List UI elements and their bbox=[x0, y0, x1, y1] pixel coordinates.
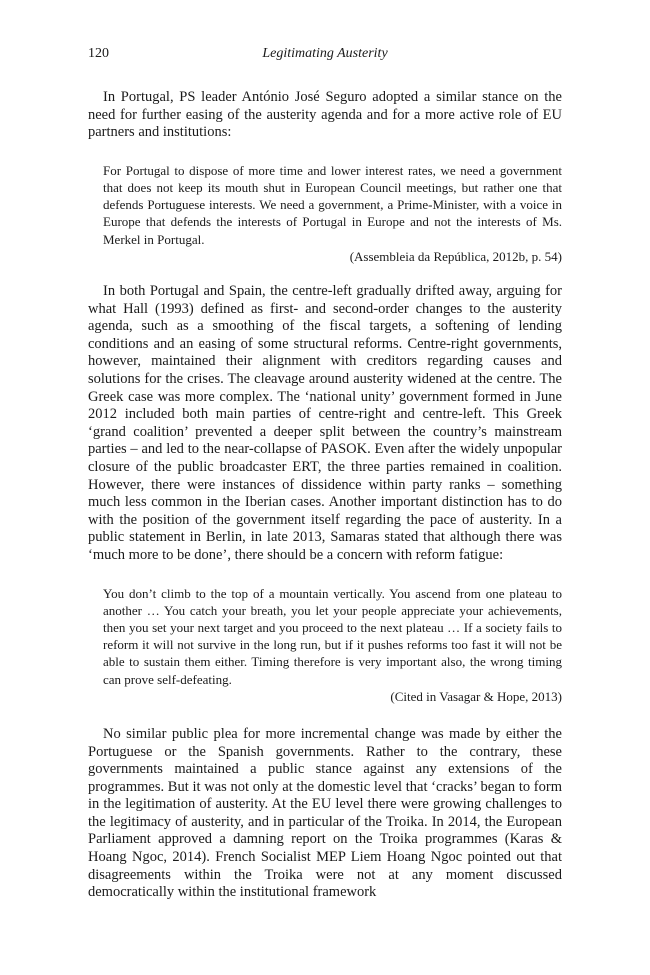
paragraph-portugal-intro: In Portugal, PS leader António José Seguro adopted a similar stance on the need for further easing of the austerity agenda and for a more active role of EU partners and institutions: bbox=[88, 89, 562, 141]
running-head bbox=[88, 46, 562, 66]
page-body bbox=[88, 89, 562, 902]
block-quote-citation: (Assembleia da República, 2012b, p. 54) bbox=[349, 248, 562, 264]
block-quote-seguro bbox=[103, 162, 562, 265]
page-number: 120 bbox=[88, 46, 109, 61]
paragraph-centre-left: In both Portugal and Spain, the centre-left gradually drifted away, arguing for what Hall (1993) defined as first- and second-order changes to the austerity agenda, such as a smoothing of the fiscal targets, a softening of lending conditions and an easing of some structural reforms. Centre-right governments, however, maintained their alignment with creditors regarding causes and solutions for the crises. The cleavage around austerity widened at the centre. The Greek case was more complex. The ‘national unity’ government formed in June 2012 included both main parties of centre-right and centre-left. This Greek ‘grand coalition’ prevented a deeper split between the country’s mainstream parties – and led to the near-collapse of PASOK. Even after the widely unpopular closure of the public broadcaster ERT, the three parties remained in coalition. However, there were instances of dissidence within party ranks – something much less common in the Iberian cases. Another important distinction has to do with the position of the government itself regarding the pace of austerity. In a public statement in Berlin, in late 2013, Samaras stated that although there was ‘much more to be done’, there should be a concern with reform fatigue: bbox=[88, 283, 562, 563]
block-quote-text: For Portugal to dispose of more time and lower interest rates, we need a government that does not keep its mouth shut in European Council meetings, but rather one that defends Portuguese interests. We need a government, a Prime-Minister, with a voice in Europe that defends the interests of Portugal in Europe and not the interests of Ms. Merkel in Portugal. bbox=[103, 162, 562, 247]
paragraph-no-similar-plea: No similar public plea for more incremental change was made by either the Portuguese or the Spanish governments. Rather to the contrary, these governments maintained a public stance against any extensions of the programmes. But it was not only at the domestic level that ‘cracks’ began to form in the legitimation of austerity. At the EU level there were growing challenges to the legitimacy of austerity, and in particular of the Troika. In 2014, the European Parliament approved a damning report on the Troika programmes (Karas & Hoang Ngoc, 2014). French Socialist MEP Liem Hoang Ngoc pointed out that disagreements within the Troika were not at any moment discussed democratically within the institutional framework bbox=[88, 725, 562, 901]
block-quote-citation: (Cited in Vasagar & Hope, 2013) bbox=[390, 688, 562, 704]
block-quote-samaras bbox=[103, 585, 562, 705]
block-quote-text: You don’t climb to the top of a mountain vertically. You ascend from one plateau to another … You catch your breath, you let your people appreciate your achievements, then you set your next target and you proceed to the next plateau … If a society fails to reform it will not survive in the long run, but if it pushes reforms too fast it will not be able to sustain them either. Timing therefore is very important also, the wrong timing can prove self-defeating. bbox=[103, 585, 562, 687]
running-title: Legitimating Austerity bbox=[262, 46, 388, 61]
